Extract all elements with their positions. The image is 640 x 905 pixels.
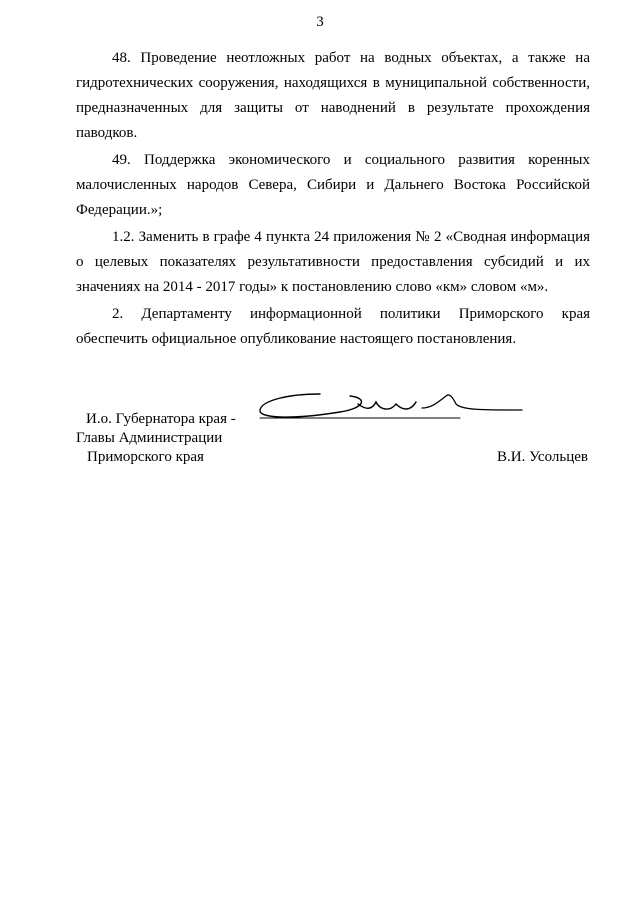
paragraph-48: 48. Проведение неотложных работ на водных объектах, а также на гидротехнических сооружения, находящихся в муниципальной собственности, предназначенных для защиты от наводнений в результате прохождения паводков.: [76, 50, 590, 141]
page-number: 3: [316, 14, 324, 30]
signatory-title-line2: Главы Администрации: [76, 430, 223, 446]
paragraph-49: 49. Поддержка экономического и социального развития коренных малочисленных народов Севера, Сибири и Дальнего Востока Российской Федерации.»;: [76, 152, 590, 218]
document-body: [76, 46, 590, 354]
signatory-title-line3: Приморского края: [87, 449, 204, 465]
paragraph-1-2: 1.2. Заменить в графе 4 пункта 24 приложения № 2 «Сводная информация о целевых показателях результативности предоставления субсидий и их значениях на 2014 - 2017 годы» к постановлению слово «км» словом «м».: [76, 229, 590, 295]
paragraph-2: 2. Департаменту информационной политики Приморского края обеспечить официальное опубликование настоящего постановления.: [76, 306, 590, 347]
signatory-name: В.И. Усольцев: [497, 449, 588, 465]
signatory-title: [76, 410, 236, 467]
signatory-title-line1: И.о. Губернатора края -: [86, 411, 236, 427]
handwritten-signature: [250, 382, 540, 432]
